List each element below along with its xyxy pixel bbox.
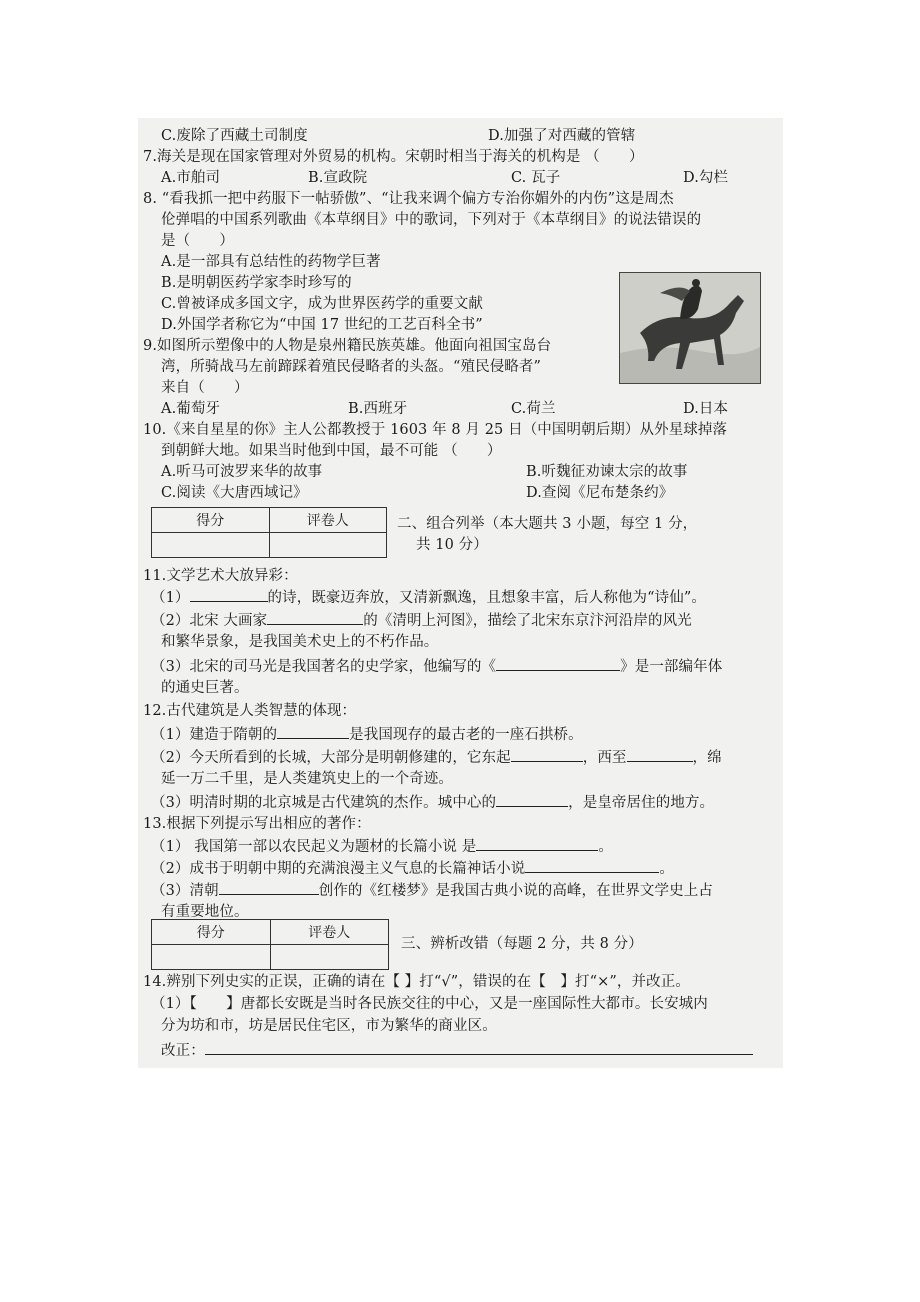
- q13-part3-prefix: （3）清朝: [151, 883, 219, 899]
- score-table-section2: [151, 507, 387, 558]
- q13-blank3[interactable]: [219, 880, 319, 895]
- q11-blank3[interactable]: [496, 656, 620, 671]
- q8-option-c: C.曾被译成多国文字，成为世界医药学的重要文献: [161, 296, 483, 312]
- q6-option-c: C.废除了西藏土司制度: [161, 128, 308, 144]
- q13-blank1[interactable]: [476, 836, 598, 851]
- q10-option-d: D.查阅《尼布楚条约》: [526, 485, 674, 501]
- q7-option-b: B.宣政院: [308, 170, 368, 186]
- q11-part3: [151, 656, 722, 677]
- q8-stem-line2: 伦弹唱的中国系列歌曲《本草纲目》中的歌词，下列对于《本草纲目》的说法错误的: [161, 212, 702, 228]
- q14-part1-line1: （1）【 】唐都长安既是当时各民族交往的中心，又是一座国际性大都市。长安城内: [151, 996, 708, 1012]
- q13-part1-end: 。: [598, 839, 613, 855]
- q12-part2-line2: 延一万二千里，是人类建筑史上的一个奇迹。: [161, 771, 453, 787]
- q12-part2-prefix: （2）今天所看到的长城，大部分是明朝修建的，它东起: [151, 750, 511, 766]
- q9-option-c: C.荷兰: [511, 401, 556, 417]
- q12-part1-prefix: （1）建造于隋朝的: [151, 727, 278, 743]
- q12-part3-text: ，是皇帝居住的地方。: [568, 795, 715, 811]
- q10-option-a: A.听马可波罗来华的故事: [161, 464, 323, 480]
- q12-part2-mid: ，西至: [582, 750, 627, 766]
- q11-part2-line2: 和繁华景象，是我国美术史上的不朽作品。: [161, 634, 439, 650]
- q11-part3-prefix: （3）北宋的司马光是我国著名的史学家，他编写的《: [151, 659, 497, 675]
- q11-part1: [151, 587, 706, 608]
- q9-stem-line1: 9.如图所示塑像中的人物是泉州籍民族英雄。他面向祖国宝岛台: [143, 338, 552, 354]
- statue-photo: [619, 272, 761, 384]
- grader-header: 评卷人: [269, 508, 387, 533]
- q9-stem-line2: 湾，所骑战马左前蹄踩着殖民侵略者的头盔。“殖民侵略者”: [161, 359, 542, 375]
- q11-part2-prefix: （2）北宋 大画家: [151, 613, 268, 629]
- section2-title-line2: 共 10 分）: [416, 537, 488, 553]
- q7-stem: 7.海关是现在国家管理对外贸易的机构。宋朝时相当于海关的机构是 （ ）: [143, 149, 644, 165]
- q14-part1-line2: 分为坊和市，坊是居民住宅区，市为繁华的商业区。: [161, 1018, 497, 1034]
- q12-stem: 12.古代建筑是人类智慧的体现：: [143, 703, 357, 719]
- q12-blank1[interactable]: [277, 724, 349, 739]
- q12-blank2[interactable]: [511, 747, 583, 762]
- q10-stem-line1: 10.《来自星星的你》主人公都教授于 1603 年 8 月 25 日（中国明朝后期）从外星球掉落: [143, 422, 728, 438]
- q13-part2: [151, 858, 674, 879]
- q12-blank3[interactable]: [627, 747, 693, 762]
- q9-option-b: B.西班牙: [348, 401, 408, 417]
- q11-part2: [151, 610, 692, 631]
- q6-option-d: D.加强了对西藏的管辖: [488, 128, 636, 144]
- q12-part1-text: 是我国现存的最古老的一座石拱桥。: [349, 727, 583, 743]
- q11-blank2[interactable]: [267, 610, 363, 625]
- grader-cell[interactable]: [269, 533, 387, 558]
- q12-part2-end: ，绵: [692, 750, 722, 766]
- q12-part3: [151, 792, 714, 813]
- q14-correction: [161, 1040, 753, 1061]
- q9-option-d: D.日本: [683, 401, 729, 417]
- q10-stem-line2: 到朝鲜大地。如果当时他到中国，最不可能 （ ）: [161, 443, 502, 459]
- grader-header: 评卷人: [270, 920, 389, 945]
- score-cell[interactable]: [152, 533, 270, 558]
- q13-part3-text: 创作的《红楼梦》是我国古典小说的高峰，在世界文学史上占: [318, 883, 713, 899]
- q12-part1: [151, 724, 583, 745]
- q11-part3-text: 》是一部编年体: [620, 659, 723, 675]
- q8-option-d: D.外国学者称它为“中国 17 世纪的工艺百科全书”: [161, 317, 483, 333]
- q13-part1: [151, 836, 613, 857]
- q13-part2-end: 。: [659, 861, 674, 877]
- correction-blank[interactable]: [205, 1040, 753, 1055]
- q11-part1-prefix: （1）: [151, 590, 190, 606]
- q8-stem-line1: 8. “看我抓一把中药服下一帖骄傲”、“让我来调个偏方专治你媚外的内伤”这是周杰: [143, 191, 674, 207]
- q13-stem: 13.根据下列提示写出相应的著作：: [143, 816, 371, 832]
- q8-stem-line3: 是（ ）: [161, 233, 234, 249]
- score-cell[interactable]: [152, 945, 271, 970]
- q8-option-a: A.是一部具有总结性的药物学巨著: [161, 254, 381, 270]
- q11-part2-text: 的《清明上河图》，描绘了北宋东京汴河沿岸的风光: [363, 613, 692, 629]
- q10-option-c: C.阅读《大唐西域记》: [161, 485, 308, 501]
- horse-statue-image: [620, 273, 760, 383]
- q13-part3: [151, 880, 713, 901]
- q11-part3-line2: 的通史巨著。: [161, 680, 249, 696]
- q12-part3-prefix: （3）明清时期的北京城是古代建筑的杰作。城中心的: [151, 795, 497, 811]
- q13-part3-line2: 有重要地位。: [161, 904, 249, 920]
- q12-part2: [151, 747, 722, 768]
- grader-cell[interactable]: [270, 945, 389, 970]
- score-table-section3: [151, 919, 389, 970]
- q13-part1-prefix: （1） 我国第一部以农民起义为题材的长篇小说 是: [151, 839, 477, 855]
- q8-option-b: B.是明朝医药学家李时珍写的: [161, 275, 352, 291]
- section3-title: 三、辨析改错（每题 2 分，共 8 分）: [401, 936, 643, 952]
- q9-stem-line3: 来自（ ）: [161, 380, 249, 396]
- q14-stem: 14.辨别下列史实的正误，正确的请在【 】打“√”，错误的在【 】打“×”，并改正。: [143, 974, 690, 990]
- q7-option-a: A.市舶司: [161, 170, 221, 186]
- score-header: 得分: [152, 508, 270, 533]
- q11-stem: 11.文学艺术大放异彩：: [143, 568, 298, 584]
- score-header: 得分: [152, 920, 271, 945]
- q13-blank2[interactable]: [525, 858, 659, 873]
- q11-part1-text: 的诗，既豪迈奔放，又清新飘逸，且想象丰富，后人称他为“诗仙”。: [267, 590, 706, 606]
- q9-option-a: A.葡萄牙: [161, 401, 221, 417]
- q7-option-c: C. 瓦子: [511, 170, 561, 186]
- q11-blank1[interactable]: [190, 587, 268, 602]
- q12-blank4[interactable]: [496, 792, 568, 807]
- q7-option-d: D.勾栏: [683, 170, 729, 186]
- section2-title-line1: 二、组合列举（本大题共 3 小题，每空 1 分，: [397, 516, 698, 532]
- correction-label: 改正：: [161, 1043, 205, 1059]
- q10-option-b: B.听魏征劝谏太宗的故事: [526, 464, 688, 480]
- q13-part2-prefix: （2）成书于明朝中期的充满浪漫主义气息的长篇神话小说: [151, 861, 526, 877]
